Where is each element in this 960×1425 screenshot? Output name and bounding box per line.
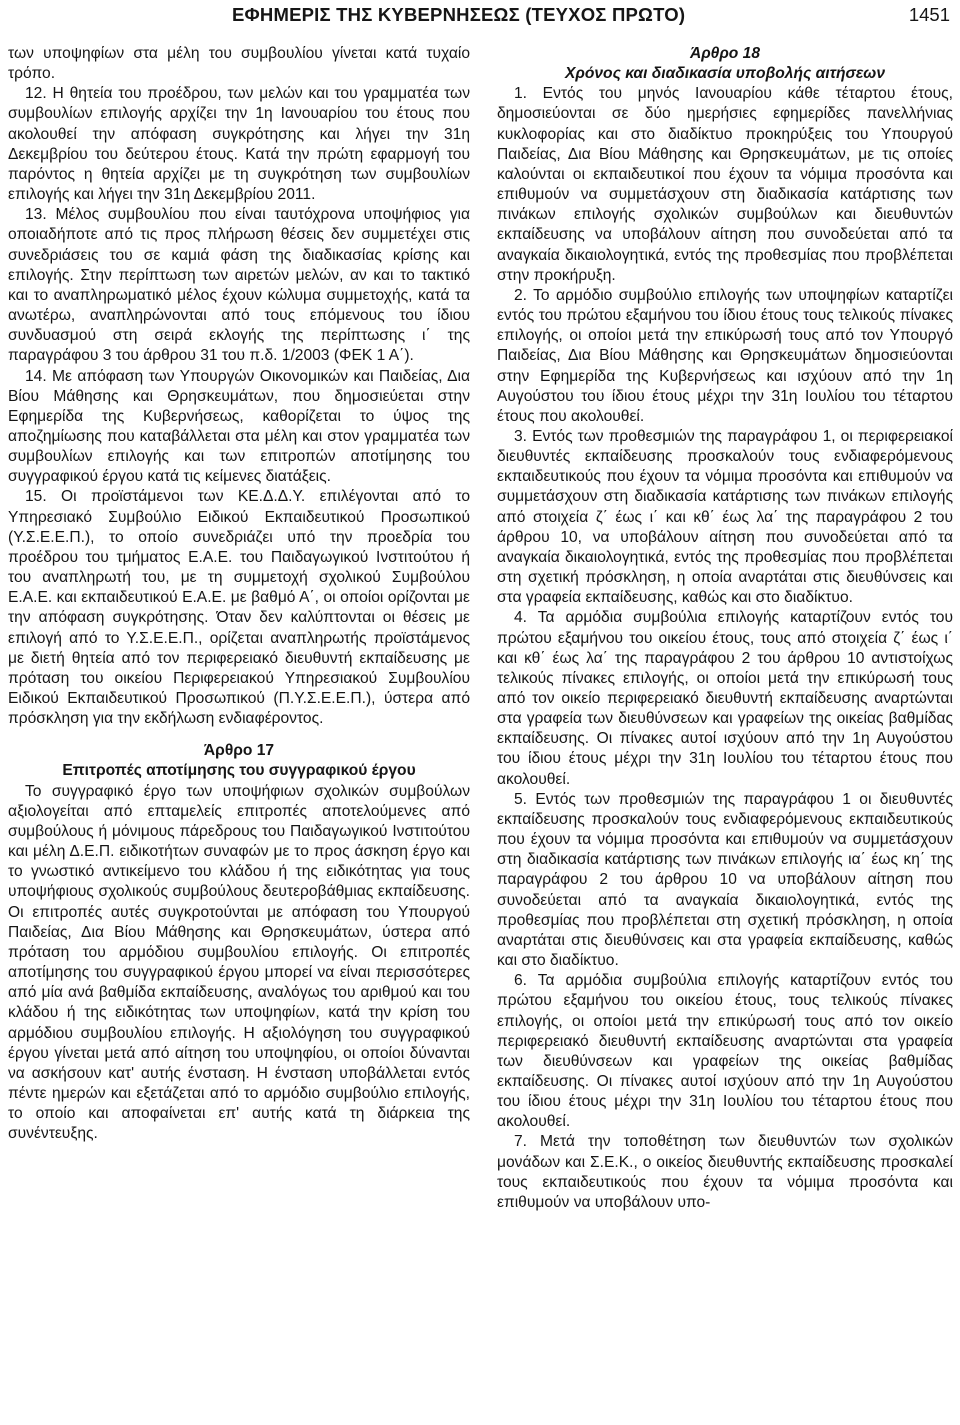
left-column	[8, 44, 470, 1144]
article-18-paragraph-4: 4. Τα αρμόδια συμβούλια επιλογής καταρτίζουν εντός του πρώτου εξαμήνου του οικείου έτους, τους από στοιχεία ζ΄ έως ι΄ και κθ΄ έως λα΄ της παραγράφου 2 του άρθρου 10 αντιστοίχως τελικούς πίνακες επιλογής, οι οποίοι μετά την επικύρωσή τους από τον οικείο περιφερειακό διευθυντή εκπαίδευσης αναρτώνται στα γραφεία των διευθύνσεων και γραφείων της οικείας βαθμίδας εκπαίδευσης. Οι πίνακες αυτοί ισχύουν από την 1η Αυγούστου του ίδιου έτους μέχρι την 31η Ιουλίου του τέταρτου έτους που ακολουθεί.	[497, 609, 953, 788]
article-18-paragraph-5: 5. Εντός των προθεσμιών της παραγράφου 1 οι διευθυντές εκπαίδευσης προσκαλούν τους ενδιαφερόμενους εκπαιδευτικούς που έχουν τα νόμιμα προσόντα και επιθυμούν να συμμετάσχουν στη διαδικασία κατάρτισης των πινάκων επιλογής ια΄ έως κη΄ της παραγράφου 2 του άρθρου 10 να υποβάλουν αίτηση που συνοδεύεται από τα αναγκαία δικαιολογητικά, εντός της προθεσμίας που προβλέπεται στη σχετική πρόσκληση, η οποία αναρτάται στις διευθύνσεις και στα γραφεία εκπαίδευσης, καθώς και στο διαδίκτυο.	[497, 790, 953, 970]
article-18-paragraph-6: 6. Τα αρμόδια συμβούλια επιλογής καταρτίζουν εντός του πρώτου εξαμήνου του οικείου έτους, τους τελικούς πίνακες επιλογής, οι οποίοι μετά την επικύρωσή τους από τον οικείο περιφερειακό διευθυντή εκπαίδευσης αναρτώνται στα γραφεία των διευθύνσεων και γραφείων της οικείας βαθμίδας εκπαίδευσης. Οι πίνακες αυτοί ισχύουν από την 1η Αυγούστου του ίδιου έτους μέχρι την 31η Ιουλίου του τέταρτου έτους που ακολουθεί.	[497, 972, 953, 1131]
article-18-subtitle: Χρόνος και διαδικασία υποβολής αιτήσεων	[565, 65, 885, 83]
paragraph-15: 15. Οι προϊστάμενοι των ΚΕ.Δ.Δ.Υ. επιλέγονται από το Υπηρεσιακό Συμβούλιο Ειδικού Εκπαιδευτικού Προσωπικού (Υ.Σ.Ε.Ε.Π.), το οποίο συνεδριάζει υπό την προεδρία του προέδρου του τμήματος Ε.Α.Ε. του Παιδαγωγικού Ινστιτούτου ή του αναπληρωτή του, με τη συμμετοχή σχολικού Συμβούλου Ε.Α.Ε. και εκπαιδευτικού Ε.Α.Ε. με βαθμό Α΄, οι οποίοι ορίζονται με την απόφαση συγκρότησης. Όταν δεν καλύπτονται οι θέσεις με επιλογή από το Υ.Σ.Ε.Ε.Π., ορίζεται αναπληρωτής προϊστάμενος με διετή θητεία από τον περιφερειακό διευθυντή εκπαίδευσης με πρόταση του οικείου Περιφερειακού Υπηρεσιακού Συμβουλίου Ειδικού Εκπαιδευτικού Προσωπικού (Π.Υ.Σ.Ε.Ε.Π.), ύστερα από πρόσκληση για την εκδήλωση ενδιαφέροντος.	[8, 488, 470, 728]
paragraph-14: 14. Με απόφαση των Υπουργών Οικονομικών και Παιδείας, Δια Βίου Μάθησης και Θρησκευμάτων, που δημοσιεύεται στην Εφημερίδα της Κυβερνήσεως, καθορίζεται το ύψος της αποζημίωσης που καταβάλλεται στα μέλη και στον γραμματέα των συμβουλίων επιλογής και των επιτροπών αποτίμησης του συγγραφικού έργου κατά τις κείμενες διατάξεις.	[8, 367, 470, 486]
gazette-title: ΕΦΗΜΕΡΙΣ ΤΗΣ ΚΥΒΕΡΝΗΣΕΩΣ (ΤΕΥΧΟΣ ΠΡΩΤΟ)	[232, 4, 686, 25]
spacer	[8, 729, 470, 741]
paragraph-13: 13. Μέλος συμβουλίου που είναι ταυτόχρονα υποψήφιος για οποιαδήποτε από τις προς πλήρωση θέσεις δεν συμμετέχει στις συνεδριάσεις του σε καμιά φάση της διαδικασίας κρίσης και επιλογής. Στην περίπτωση των αιρετών μελών, αν και το τακτικό και το αναπληρωματικό μέλος έχουν κώλυμα συμμετοχής, κατά τα ανωτέρω, αναπληρώνονται από τους επόμενους του ίδιου συνδυασμού στη σειρά εκλογής της περίπτωσης ι΄ της παραγράφου 3 του άρθρου 31 του π.δ. 1/2003 (ΦΕΚ 1 Α΄).	[8, 206, 470, 365]
article-18-paragraph-1: 1. Εντός του μηνός Ιανουαρίου κάθε τέταρτου έτους, δημοσιεύονται σε δύο ημερήσιες εφημερίδες πανελλήνιας κυκλοφορίας και στο διαδίκτυο προκηρύξεις του Υπουργού Παιδείας, Δια Βίου Μάθησης και Θρησκευμάτων, με τις οποίες καλούνται οι εκπαιδευτικοί που έχουν τα νόμιμα προσόντα και επιθυμούν να συμμετάσχουν στη διαδικασία κατάρτισης των πινάκων επιλογής σχολικών συμβούλων και διευθυντών εκπαίδευσης να υποβάλουν αίτηση που συνοδεύεται από τα αναγκαία δικαιολογητικά, εντός της προθεσμίας που προβλέπεται στην προκήρυξη.	[497, 85, 953, 284]
article-18-paragraph-3: 3. Εντός των προθεσμιών της παραγράφου 1, οι περιφερειακοί διευθυντές εκπαίδευσης προσκαλούν τους ενδιαφερόμενους εκπαιδευτικούς που έχουν τα νόμιμα προσόντα και επιθυμούν να συμμετάσχουν στη διαδικασία κατάρτισης των πινάκων επιλογής από στοιχεία ζ΄ έως ι΄ και κθ΄ έως λα΄ της παραγράφου 2 του άρθρου 10, να υποβάλουν αίτηση που συνοδεύεται από τα αναγκαία δικαιολογητικά, εντός της προθεσμίας που προβλέπεται στη σχετική πρόσκληση, η οποία αναρτάται στις διευθύνσεις και στα γραφεία εκπαίδευσης, καθώς και στο διαδίκτυο.	[497, 427, 953, 607]
article-18-paragraph-7: 7. Μετά την τοποθέτηση των διευθυντών των σχολικών μονάδων και Σ.Ε.Κ., ο οικείος διευθυντής εκπαίδευσης προσκαλεί τους εκπαιδευτικούς που έχουν τα νόμιμα προσόντα και επιθυμούν να υποβάλουν υπο-	[497, 1133, 953, 1211]
paragraph-12: 12. Η θητεία του προέδρου, των μελών και του γραμματέα των συμβουλίων επιλογής αρχίζει την 1η Ιανουαρίου του έτους που ακολουθεί την απόφαση συγκρότησης και λήγει την 31η Δεκεμβρίου του δεύτερου έτους. Κατά την πρώτη εφαρμογή του παρόντος η θητεία αρχίζει με τη συγκρότηση των συμβουλίων επιλογής και λήγει την 31η Δεκεμβρίου 2011.	[8, 85, 470, 204]
article-18-paragraph-2: 2. Το αρμόδιο συμβούλιο επιλογής των υποψηφίων καταρτίζει εντός του πρώτου εξαμήνου του ίδιου έτους τους τελικούς πίνακες επιλογής, οι οποίοι μετά την επικύρωσή τους από τον Υπουργό Παιδείας, Δια Βίου Μάθησης και Θρησκευμάτων δημοσιεύονται στην Εφημερίδα της Κυβερνήσεως και ισχύουν από την 1η Αυγούστου του ίδιου έτους μέχρι την 31η Ιουλίου του τέταρτου έτους που ακολουθεί.	[497, 286, 953, 425]
right-column	[497, 44, 953, 1213]
article-17-title: Άρθρο 17	[203, 742, 275, 760]
article-17-text: Το συγγραφικό έργο των υποψήφιων σχολικών συμβούλων αξιολογείται από επταμελείς επιτροπές αποτελούμενες από συμβούλους ή μόνιμους πάρεδρους του Παιδαγωγικού Ινστιτούτου και μέλη Δ.Ε.Π. ειδικοτήτων συναφών με το προς άσκηση έργο και το γνωστικό αντικείμενο του κλάδου ή της ειδικότητας για τους υποψήφιους σχολικούς συμβούλους δευτεροβάθμιας εκπαίδευσης. Οι επιτροπές αυτές συγκροτούνται με απόφαση του Υπουργού Παιδείας, Δια Βίου Μάθησης και Θρησκευμάτων, ύστερα από πρόταση του αρμόδιου συμβουλίου επιλογής. Οι επιτροπές αποτίμησης του συγγραφικού έργου μπορεί να είναι περισσότερες από μία ανά βαθμίδα εκπαίδευσης, αναλόγως του αριθμού και του κλάδου ή της ειδικότητας των υποψηφίων, κατά την κρίση του αρμόδιου συμβουλίου επιλογής. Η αξιολόγηση του συγγραφικού έργου γίνεται μετά από αίτηση του υποψηφίου, οι οποίοι δύνανται να ασκήσουν κατ' αυτής ένσταση. Η ένσταση υποβάλλεται εντός πέντε ημερών και εξετάζεται από το αρμόδιο συμβούλιο επιλογής, το οποίο και αποφαίνεται επ' αυτής κατά τη διάρκεια της συνέντευξης.	[8, 782, 470, 1143]
paragraph-continuation: των υποψηφίων στα μέλη του συμβουλίου γίνεται κατά τυχαίο τρόπο.	[8, 45, 470, 83]
article-17-subtitle: Επιτροπές αποτίμησης του συγγραφικού έργου	[62, 762, 416, 780]
page-number: 1451	[908, 4, 950, 25]
page-header	[0, 0, 960, 40]
article-18-title: Άρθρο 18	[689, 45, 761, 62]
